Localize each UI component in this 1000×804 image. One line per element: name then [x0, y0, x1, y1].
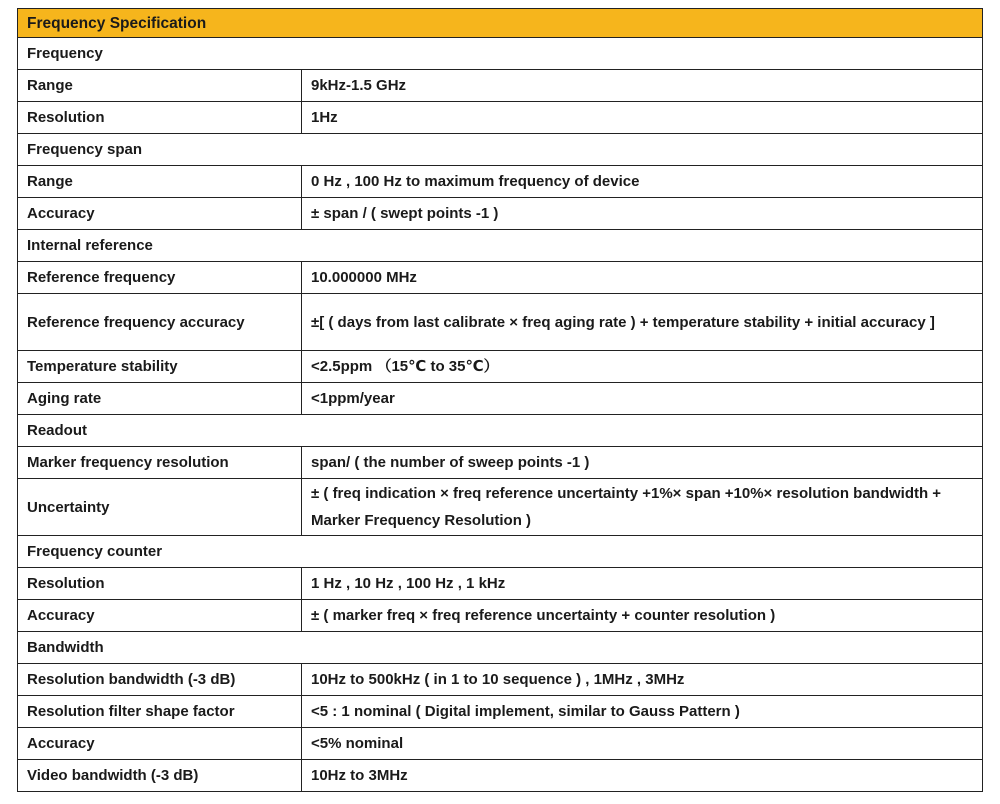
spec-label: Reference frequency accuracy	[18, 294, 302, 351]
spec-value: <5 : 1 nominal ( Digital implement, similar to Gauss Pattern )	[302, 696, 983, 728]
frequency-spec-table	[17, 8, 983, 792]
spec-value: ± ( marker freq × freq reference uncertainty + counter resolution )	[302, 600, 983, 632]
spec-label: Resolution filter shape factor	[18, 696, 302, 728]
spec-label: Accuracy	[18, 728, 302, 760]
spec-value: ±[ ( days from last calibrate × freq aging rate ) + temperature stability + initial accuracy ]	[302, 294, 983, 351]
spec-label: Uncertainty	[18, 479, 302, 536]
spec-value: <2.5ppm （15℃ to 35℃）	[302, 351, 983, 383]
section-header-row	[18, 632, 983, 664]
section-header: Internal reference	[18, 230, 983, 262]
table-row	[18, 166, 983, 198]
spec-value: span/ ( the number of sweep points -1 )	[302, 447, 983, 479]
section-header: Readout	[18, 415, 983, 447]
spec-value: ± span / ( swept points -1 )	[302, 198, 983, 230]
section-header: Frequency span	[18, 134, 983, 166]
spec-value: 0 Hz , 100 Hz to maximum frequency of device	[302, 166, 983, 198]
spec-label: Range	[18, 166, 302, 198]
section-header: Frequency counter	[18, 536, 983, 568]
spec-value: ± ( freq indication × freq reference uncertainty +1%× span +10%× resolution bandwidth + Marker Frequency Resolution )	[302, 479, 983, 536]
table-title-row	[18, 9, 983, 38]
spec-value: 10Hz to 500kHz ( in 1 to 10 sequence ) , 1MHz , 3MHz	[302, 664, 983, 696]
spec-label: Accuracy	[18, 198, 302, 230]
spec-label: Marker frequency resolution	[18, 447, 302, 479]
spec-label: Video bandwidth (-3 dB)	[18, 760, 302, 792]
section-header-row	[18, 536, 983, 568]
spec-value: <1ppm/year	[302, 383, 983, 415]
spec-label: Resolution	[18, 568, 302, 600]
section-header-row	[18, 134, 983, 166]
table-title: Frequency Specification	[18, 9, 983, 38]
spec-label: Aging rate	[18, 383, 302, 415]
spec-label: Resolution bandwidth (-3 dB)	[18, 664, 302, 696]
table-row	[18, 70, 983, 102]
section-header-row	[18, 415, 983, 447]
table-row	[18, 383, 983, 415]
section-header-row	[18, 230, 983, 262]
table-row	[18, 447, 983, 479]
table-row	[18, 664, 983, 696]
spec-value: 9kHz-1.5 GHz	[302, 70, 983, 102]
spec-label: Temperature stability	[18, 351, 302, 383]
table-row	[18, 696, 983, 728]
table-row	[18, 600, 983, 632]
section-header-row	[18, 38, 983, 70]
table-row	[18, 568, 983, 600]
spec-label: Accuracy	[18, 600, 302, 632]
table-row	[18, 760, 983, 792]
section-header: Frequency	[18, 38, 983, 70]
spec-label: Range	[18, 70, 302, 102]
spec-value: <5% nominal	[302, 728, 983, 760]
table-row	[18, 262, 983, 294]
table-row	[18, 102, 983, 134]
table-row	[18, 198, 983, 230]
table-row	[18, 479, 983, 536]
spec-value: 1Hz	[302, 102, 983, 134]
table-row	[18, 351, 983, 383]
spec-label: Reference frequency	[18, 262, 302, 294]
spec-value: 10Hz to 3MHz	[302, 760, 983, 792]
table-row	[18, 294, 983, 351]
section-header: Bandwidth	[18, 632, 983, 664]
spec-value: 10.000000 MHz	[302, 262, 983, 294]
table-row	[18, 728, 983, 760]
spec-label: Resolution	[18, 102, 302, 134]
spec-value: 1 Hz , 10 Hz , 100 Hz , 1 kHz	[302, 568, 983, 600]
